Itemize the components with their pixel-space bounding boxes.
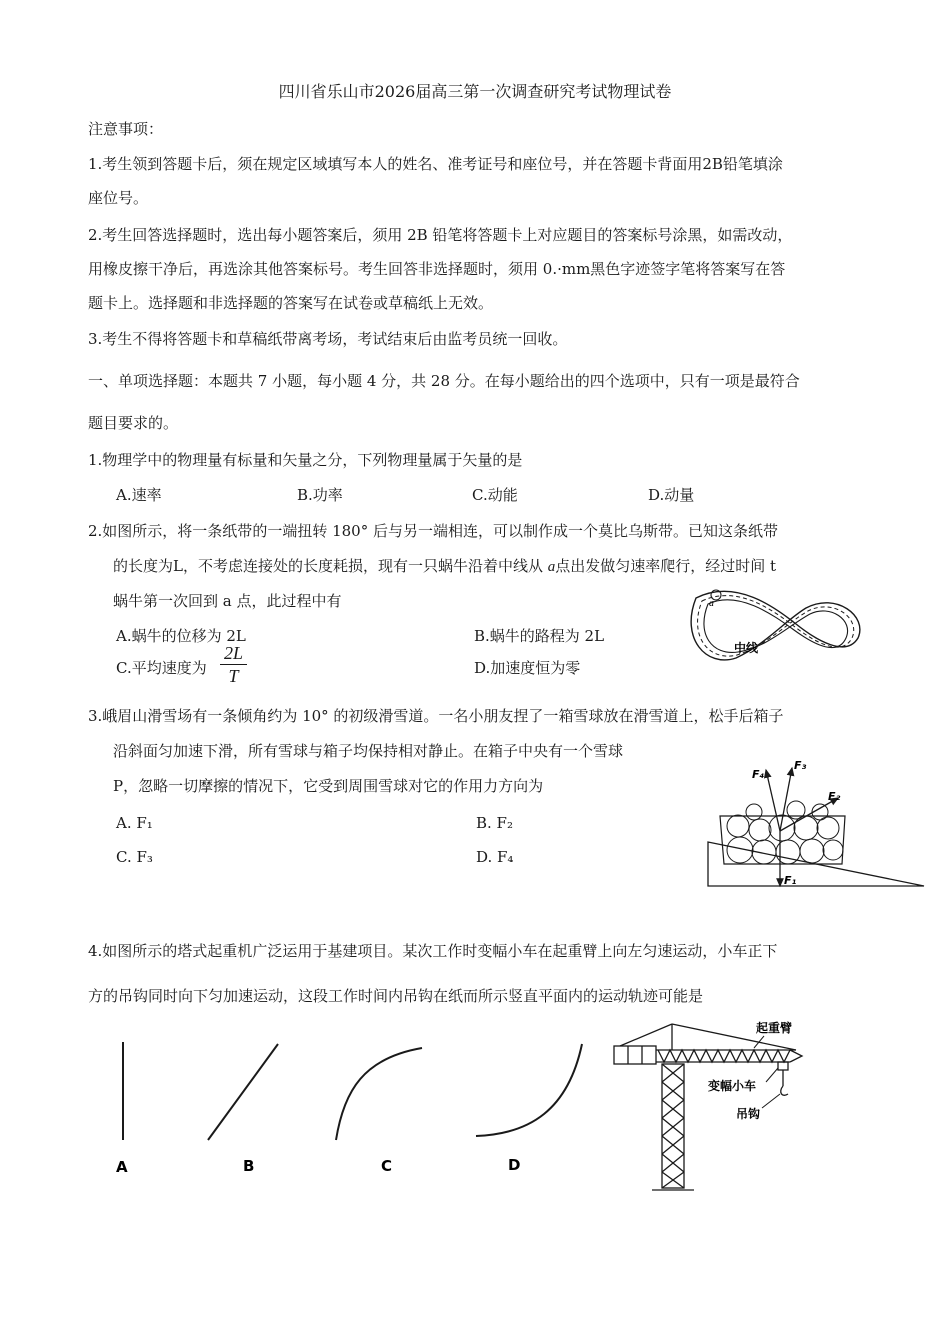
crane-label-hook: 吊钩 bbox=[736, 1107, 761, 1121]
trajectory-b-curve bbox=[208, 1044, 278, 1140]
fraction-denominator: T bbox=[228, 666, 239, 686]
trajectory-label-d: D bbox=[508, 1156, 521, 1174]
force-label-f4: F₄ bbox=[752, 768, 765, 781]
fraction-numerator: 2L bbox=[220, 642, 247, 665]
trajectory-options-figure bbox=[100, 1030, 600, 1180]
crane-label-arm: 起重臂 bbox=[756, 1021, 793, 1035]
q3-option-c[interactable]: C. F₃ bbox=[116, 848, 153, 866]
trajectory-d-curve bbox=[476, 1044, 582, 1136]
notice-item-1: 1.考生领到答题卡后，须在规定区域填写本人的姓名、准考证号和座位号，并在答题卡背面用2B铅笔填涂 bbox=[88, 155, 783, 173]
q2-stem-line3: 蜗牛第一次回到 a 点，此过程中有 bbox=[113, 592, 342, 610]
q2-stem-line2: 的长度为L，不考虑连接处的长度耗损，现有一只蜗牛沿着中线从 a点出发做匀速率爬行，经过时间 t bbox=[113, 557, 777, 575]
q3-option-a[interactable]: A. F₁ bbox=[116, 814, 153, 832]
section-heading-cont: 题目要求的。 bbox=[88, 414, 179, 432]
q1-stem: 1.物理学中的物理量有标量和矢量之分，下列物理量属于矢量的是 bbox=[88, 451, 523, 469]
q2-stem-line1: 2.如图所示，将一条纸带的一端扭转 180° 后与另一端相连，可以制作成一个莫比乌斯带。已知这条纸带 bbox=[88, 522, 778, 540]
figure-label-midline: 中线 bbox=[734, 641, 759, 655]
notice-item-2-cont: 用橡皮擦干净后，再选涂其他答案标号。考生回答非选择题时，须用 0.·mm黑色字迹签字笔将答案写在答 bbox=[88, 260, 786, 278]
q4-stem-line1: 4.如图所示的塔式起重机广泛运用于基建项目。某次工作时变幅小车在起重臂上向左匀速运动，小车正下 bbox=[88, 942, 778, 960]
q3-stem-line3: P，忽略一切摩擦的情况下，它受到周围雪球对它的作用力方向为 bbox=[113, 777, 544, 795]
q3-stem-line1: 3.峨眉山滑雪场有一条倾角约为 10° 的初级滑雪道。一名小朋友捏了一箱雪球放在滑雪道上，松手后箱子 bbox=[88, 707, 784, 725]
q4-stem-line2: 方的吊钩同时向下匀加速运动，这段工作时间内吊钩在纸而所示竖直平面内的运动轨迹可能是 bbox=[88, 987, 704, 1005]
section-heading: 一、单项选择题：本题共 7 小题，每小题 4 分，共 28 分。在每小题给出的四个选项中，只有一项是最符合 bbox=[88, 372, 800, 390]
q1-option-d[interactable]: D.动量 bbox=[648, 486, 695, 504]
trajectory-label-b: B bbox=[243, 1157, 255, 1175]
q1-option-c[interactable]: C.动能 bbox=[472, 486, 518, 504]
force-label-f1: F₁ bbox=[784, 874, 797, 887]
trajectory-label-c: C bbox=[381, 1157, 393, 1175]
figure-label-a: a bbox=[709, 598, 714, 609]
q2-option-d[interactable]: D.加速度恒为零 bbox=[474, 659, 581, 677]
notice-item-1-cont: 座位号。 bbox=[88, 189, 149, 207]
exam-title: 四川省乐山市2026届高三第一次调查研究考试物理试卷 bbox=[278, 82, 672, 101]
force-label-f2: F₂ bbox=[828, 790, 841, 803]
q3-option-d[interactable]: D. F₄ bbox=[476, 848, 514, 866]
q2-option-b[interactable]: B.蜗牛的路程为 2L bbox=[474, 627, 605, 645]
q2-option-c-fraction bbox=[220, 642, 247, 687]
tower-crane-figure bbox=[606, 1010, 826, 1198]
q3-option-b[interactable]: B. F₂ bbox=[476, 814, 513, 832]
q2-option-c[interactable]: C.平均速度为 bbox=[116, 659, 207, 677]
notice-item-3: 3.考生不得将答题卡和草稿纸带离考场，考试结束后由监考员统一回收。 bbox=[88, 330, 568, 348]
notice-heading: 注意事项： bbox=[88, 120, 164, 138]
trajectory-label-a: A bbox=[116, 1158, 128, 1176]
q1-option-a[interactable]: A.速率 bbox=[116, 486, 162, 504]
snowball-box-figure bbox=[700, 756, 930, 892]
crane-label-trolley: 变幅小车 bbox=[708, 1079, 757, 1093]
trajectory-c-curve bbox=[336, 1048, 422, 1140]
q1-option-b[interactable]: B.功率 bbox=[297, 486, 343, 504]
notice-item-2-cont2: 题卡上。选择题和非选择题的答案写在试卷或草稿纸上无效。 bbox=[88, 294, 494, 312]
force-label-f3: F₃ bbox=[794, 759, 807, 772]
notice-item-2: 2.考生回答选择题时，选出每小题答案后，须用 2B 铅笔将答题卡上对应题目的答案标号涂黑，如需改动， bbox=[88, 226, 793, 244]
q3-stem-line2: 沿斜面匀加速下滑，所有雪球与箱子均保持相对静止。在箱子中央有一个雪球 bbox=[113, 742, 624, 760]
q2-option-a[interactable]: A.蜗牛的位移为 2L bbox=[116, 627, 246, 645]
mobius-strip-figure bbox=[676, 578, 866, 670]
